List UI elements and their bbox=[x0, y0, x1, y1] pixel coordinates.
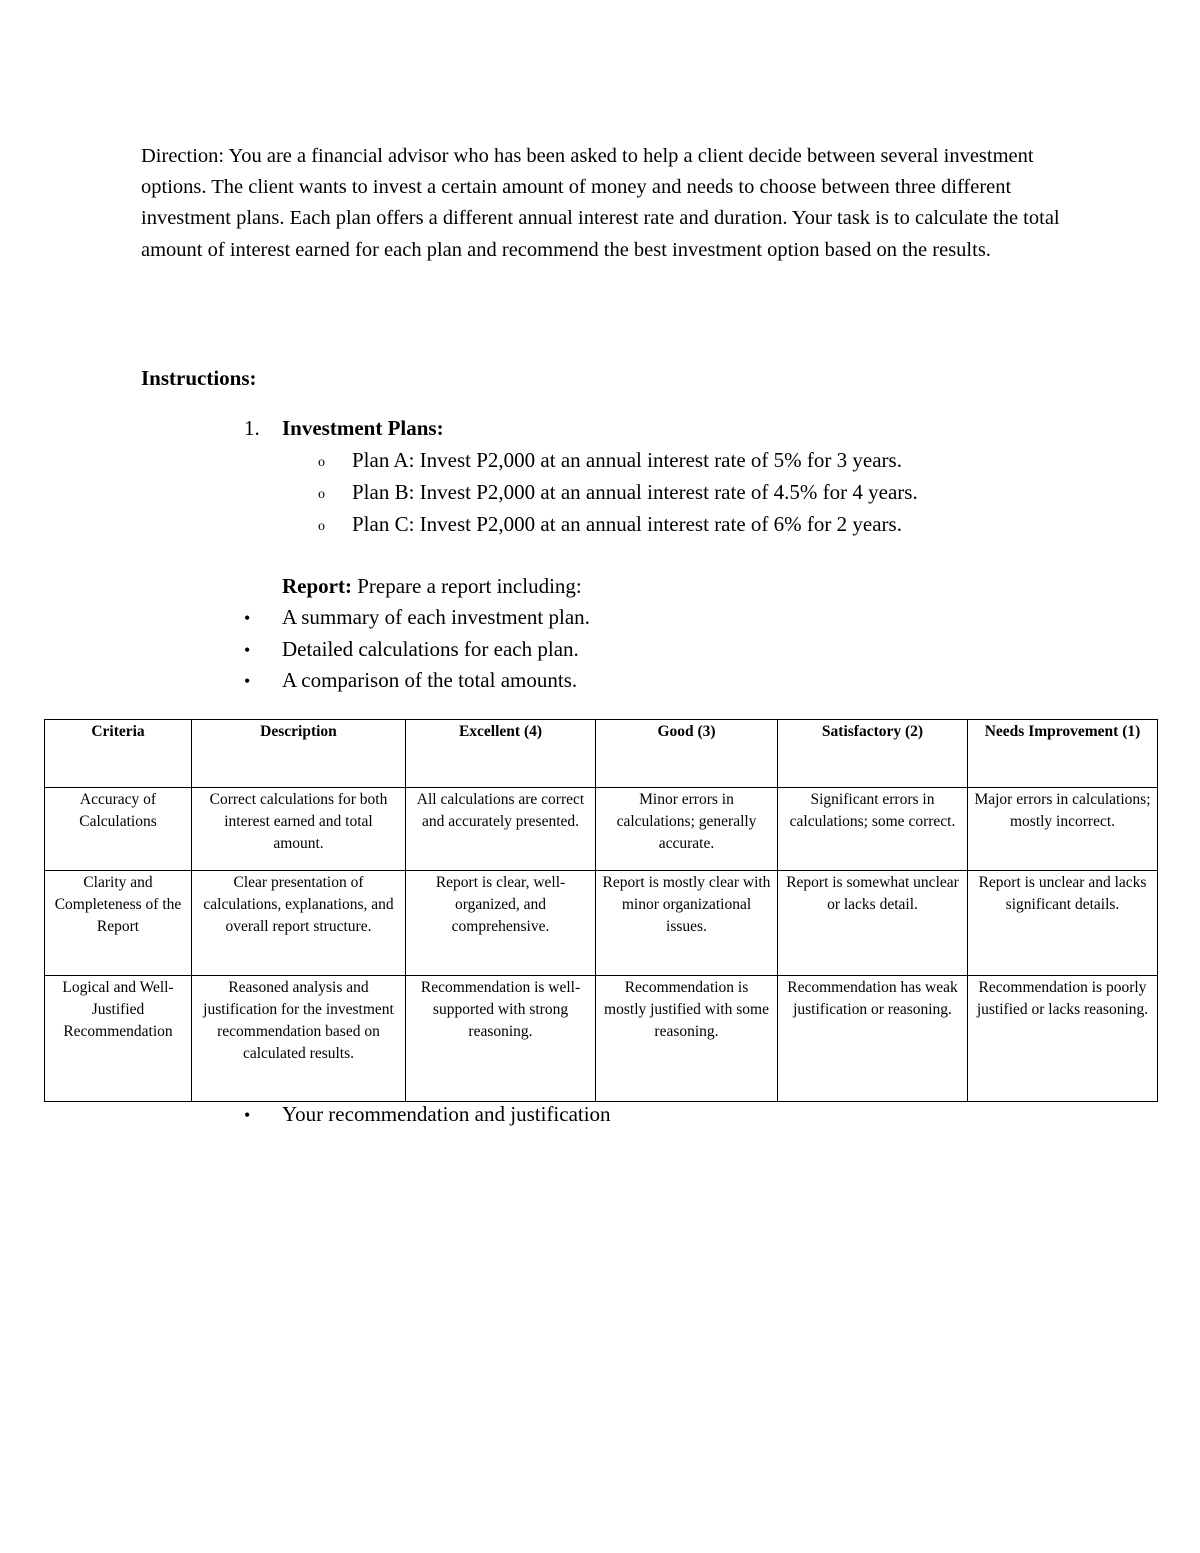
report-final-list bbox=[244, 1102, 611, 1134]
investment-plans-heading-row bbox=[244, 416, 918, 448]
report-intro-text: Prepare a report including: bbox=[351, 574, 582, 598]
criteria-cell: Accuracy of Calculations bbox=[45, 788, 192, 871]
header-satisfactory: Satisfactory (2) bbox=[778, 720, 968, 788]
investment-plans-heading: Investment Plans: bbox=[282, 416, 444, 440]
excellent-cell: Report is clear, well-organized, and comprehensive. bbox=[406, 871, 596, 976]
needs-improvement-cell: Report is unclear and lacks significant details. bbox=[968, 871, 1158, 976]
circle-bullet-icon: o bbox=[318, 519, 325, 534]
header-excellent: Excellent (4) bbox=[406, 720, 596, 788]
rubric-table bbox=[44, 719, 1158, 1102]
direction-paragraph: Direction: You are a financial advisor who has been asked to help a client decide between several investment options. The client wants to invest a certain amount of money and needs to choose between three different investment plans. Each plan offers a different annual interest rate and duration. Your task is to calculate the total amount of interest earned for each plan and recommend the best investment option based on the results. bbox=[141, 145, 1060, 261]
criteria-cell: Logical and Well-Justified Recommendation bbox=[45, 976, 192, 1102]
circle-bullet-icon: o bbox=[318, 455, 325, 470]
criteria-cell: Clarity and Completeness of the Report bbox=[45, 871, 192, 976]
circle-bullet-icon: o bbox=[318, 487, 325, 502]
header-description: Description bbox=[192, 720, 406, 788]
bullet-icon: • bbox=[244, 639, 251, 660]
plan-item-b bbox=[244, 480, 918, 512]
excellent-cell: All calculations are correct and accurately presented. bbox=[406, 788, 596, 871]
bullet-icon: • bbox=[244, 608, 251, 628]
report-item bbox=[244, 668, 590, 700]
header-needs-improvement: Needs Improvement (1) bbox=[968, 720, 1158, 788]
report-intro bbox=[282, 574, 582, 599]
excellent-cell: Recommendation is well-supported with strong reasoning. bbox=[406, 976, 596, 1102]
bullet-icon: • bbox=[244, 671, 251, 691]
needs-improvement-cell: Recommendation is poorly justified or lacks reasoning. bbox=[968, 976, 1158, 1102]
satisfactory-cell: Significant errors in calculations; some correct. bbox=[778, 788, 968, 871]
report-item-text: A summary of each investment plan. bbox=[282, 605, 590, 629]
table-row bbox=[45, 976, 1158, 1102]
report-item-text: Detailed calculations for each plan. bbox=[282, 636, 579, 661]
table-row bbox=[45, 788, 1158, 871]
list-number: 1. bbox=[244, 416, 260, 440]
plan-text: Plan C: Invest P2,000 at an annual interest rate of 6% for 2 years. bbox=[352, 512, 902, 536]
report-item-text: Your recommendation and justification bbox=[282, 1102, 611, 1126]
table-row bbox=[45, 871, 1158, 976]
rubric-header-row bbox=[45, 720, 1158, 788]
plan-item-a bbox=[244, 448, 918, 480]
report-label: Report: bbox=[282, 574, 352, 598]
instructions-heading: Instructions: bbox=[141, 366, 257, 390]
good-cell: Recommendation is mostly justified with some reasoning. bbox=[596, 976, 778, 1102]
bullet-icon: • bbox=[244, 1105, 251, 1125]
report-item-text: A comparison of the total amounts. bbox=[282, 668, 578, 692]
plan-text: Plan A: Invest P2,000 at an annual interest rate of 5% for 3 years. bbox=[352, 448, 902, 472]
report-item bbox=[244, 605, 590, 637]
satisfactory-cell: Report is somewhat unclear or lacks detail. bbox=[778, 871, 968, 976]
description-cell: Clear presentation of calculations, explanations, and overall report structure. bbox=[192, 871, 406, 976]
good-cell: Minor errors in calculations; generally accurate. bbox=[596, 788, 778, 871]
plan-item-c bbox=[244, 512, 918, 544]
report-item bbox=[244, 637, 590, 669]
description-cell: Correct calculations for both interest earned and total amount. bbox=[192, 788, 406, 871]
satisfactory-cell: Recommendation has weak justification or reasoning. bbox=[778, 976, 968, 1102]
needs-improvement-cell: Major errors in calculations; mostly incorrect. bbox=[968, 788, 1158, 871]
plan-text: Plan B: Invest P2,000 at an annual interest rate of 4.5% for 4 years. bbox=[352, 480, 918, 504]
description-cell: Reasoned analysis and justification for the investment recommendation based on calculated results. bbox=[192, 976, 406, 1102]
header-good: Good (3) bbox=[596, 720, 778, 788]
good-cell: Report is mostly clear with minor organizational issues. bbox=[596, 871, 778, 976]
header-criteria: Criteria bbox=[45, 720, 192, 788]
report-item bbox=[244, 1102, 611, 1134]
plan-list bbox=[244, 448, 918, 544]
report-list bbox=[244, 605, 590, 700]
investment-plans-section bbox=[244, 416, 918, 544]
